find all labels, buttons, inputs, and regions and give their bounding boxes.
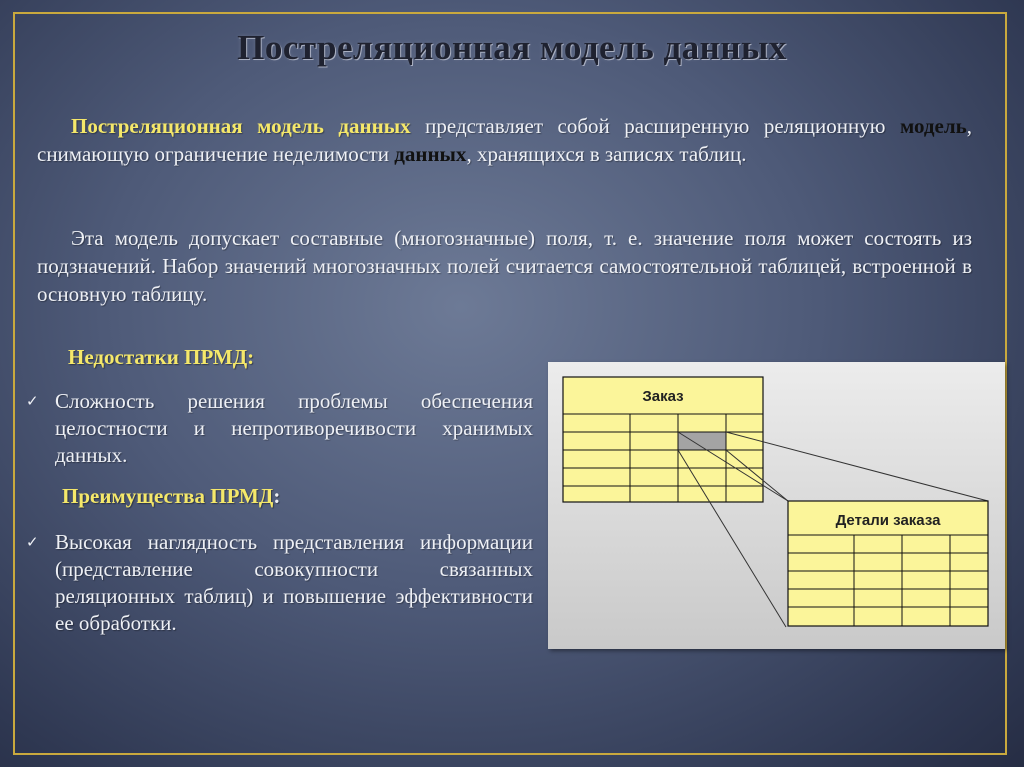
check-icon: ✓ — [26, 392, 39, 410]
bold-word-model: модель — [899, 114, 967, 138]
paragraph-text: , хранящихся в записях таблиц. — [466, 142, 747, 166]
nested-tables-diagram — [548, 362, 1005, 649]
paragraph-text: представляет собой расширенную реляционную — [410, 114, 900, 138]
order-table-title: Заказ — [642, 388, 684, 405]
bold-word-data: данных — [394, 142, 467, 166]
paragraph-definition — [37, 112, 972, 168]
advantages-heading-text: Преимущества ПРМД — [62, 484, 274, 508]
paragraph-text: , снимающую ограничение неделимости — [37, 114, 972, 166]
term-highlight: Постреляционная модель данных — [71, 114, 411, 138]
slide-title: Постреляционная модель данных — [237, 28, 787, 67]
paragraph-text: Эта модель допускает составные (многозначные) поля, т. е. значение поля может состоять из подзначений. Набор значений многозначных полей считается самостоятельной таблицей, встроенной в основную таблицу. — [37, 226, 972, 306]
disadvantages-heading: Недостатки ПРМД: — [68, 345, 255, 369]
disadvantage-item: Сложность решения проблемы обеспечения целостности и непротиворечивости хранимых данных. — [55, 389, 533, 467]
check-icon: ✓ — [26, 533, 39, 551]
paragraph-explanation — [37, 224, 972, 308]
order-table — [563, 377, 763, 502]
advantages-heading — [62, 484, 280, 509]
advantage-item: Высокая наглядность представления информации (представление совокупности связанных реляционных таблиц) и повышение эффективности ее обработки. — [55, 530, 533, 635]
advantages-heading-colon: : — [273, 484, 281, 508]
order-details-table — [788, 501, 988, 626]
diagram-svg — [548, 362, 1005, 649]
order-details-table-title: Детали заказа — [835, 512, 941, 529]
